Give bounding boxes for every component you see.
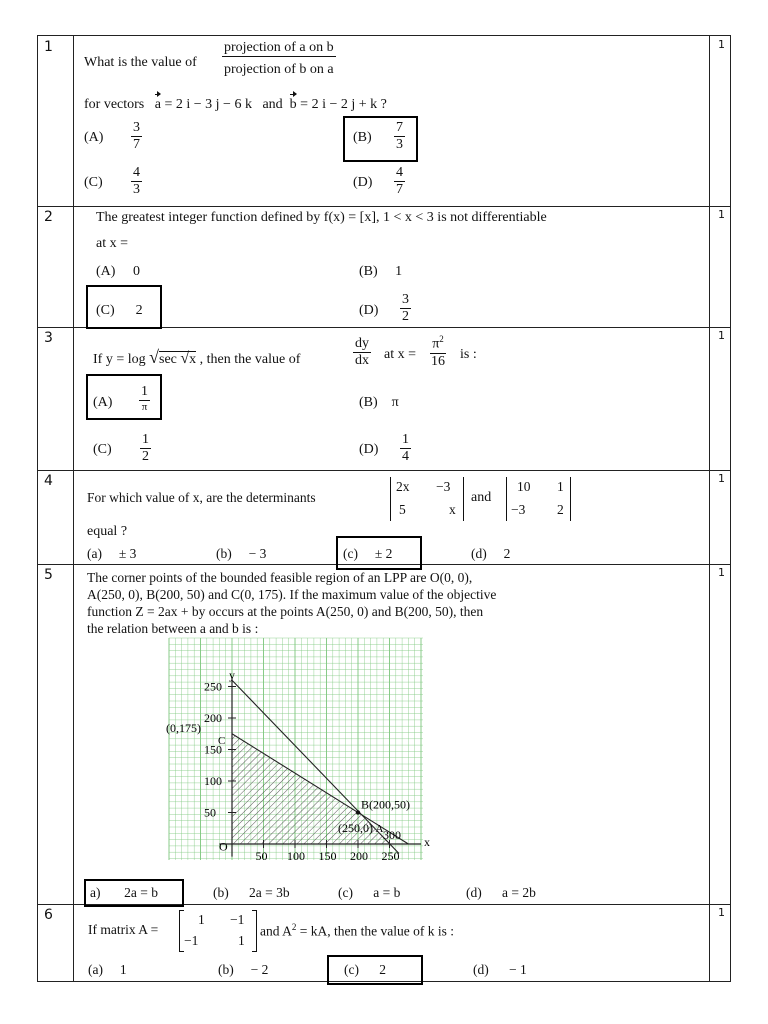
point-a-coord: (250,0) <box>338 821 373 835</box>
label: (b) <box>216 546 232 561</box>
question-line-3: function Z = 2ax + by occurs at the points A(250, 0) and B(200, 50), then <box>87 604 484 619</box>
det1-cell: 2x <box>396 479 410 494</box>
option-a[interactable] <box>87 546 136 562</box>
point-b-label: B(200,50) <box>361 797 410 812</box>
label: (c) <box>344 962 359 977</box>
x-tick-label: 250 <box>381 849 400 863</box>
pi-fraction <box>429 334 447 370</box>
num: 1 <box>140 432 151 449</box>
sqrt-x: x <box>189 352 197 367</box>
den: 3 <box>396 137 403 153</box>
num: 4 <box>394 165 405 182</box>
question-prompt: The greatest integer function defined by f(x) = [x], 1 < x < 3 is not differentiable <box>96 210 547 225</box>
value: π <box>391 395 399 410</box>
option-b[interactable]: (B) <box>353 130 372 145</box>
column-divider-left <box>73 36 74 981</box>
determinant-2 <box>506 477 571 521</box>
num: 1 <box>400 432 411 449</box>
option-c[interactable] <box>343 546 392 562</box>
matrix-cell: 1 <box>238 933 245 948</box>
vector-b-expression: = 2 i − 2 j + k ? <box>300 97 387 112</box>
y-tick-label: 50 <box>204 805 216 820</box>
option-d[interactable] <box>473 962 527 978</box>
vector-a-expression: = 2 i − 3 j − 6 k <box>164 97 252 112</box>
label: (d) <box>473 962 489 977</box>
y-tick-label: 250 <box>204 679 222 694</box>
question-prompt-cont: equal ? <box>87 524 128 539</box>
den: 3 <box>133 182 140 198</box>
prompt-start: If y = log <box>93 352 146 367</box>
and-a: and A <box>260 923 292 939</box>
option-d-value <box>400 292 411 325</box>
dy: dy <box>353 336 371 353</box>
matrix-cell: −1 <box>230 912 245 927</box>
value: 1 <box>395 264 403 279</box>
value: − 3 <box>248 546 267 561</box>
det2-cell: −3 <box>511 502 526 517</box>
question-line-2: A(250, 0), B(200, 50) and C(0, 175). If the maximum value of the objective <box>87 587 497 602</box>
option-b[interactable] <box>218 962 268 978</box>
and-word: and <box>471 490 492 505</box>
option-d-value <box>400 432 411 465</box>
x-tick-label: 150 <box>318 849 337 863</box>
label: (C) <box>96 303 115 318</box>
question-number: 4 <box>44 473 53 489</box>
label: (b) <box>213 885 229 900</box>
point-b <box>356 810 360 814</box>
num: 7 <box>394 120 405 137</box>
label: (A) <box>96 264 116 279</box>
superscript: 2 <box>291 922 297 932</box>
question-number: 1 <box>44 39 53 55</box>
matrix-a <box>179 910 257 952</box>
vector-a: a <box>154 97 161 112</box>
value: 1 <box>119 962 127 977</box>
value: 2 <box>135 303 143 318</box>
matrix-cell: −1 <box>184 933 199 948</box>
option-d[interactable]: (D) <box>359 442 379 457</box>
option-a[interactable] <box>90 885 158 901</box>
sixteen: 16 <box>431 353 445 369</box>
x-tick-label: 100 <box>287 849 305 863</box>
sec-text: sec <box>159 352 177 367</box>
prompt-mid: , then the value of <box>199 352 301 367</box>
vectors-line <box>84 97 387 113</box>
question-prompt <box>93 347 300 368</box>
num: 3 <box>131 120 142 137</box>
prompt-rest: = kA, then the value of k is : <box>296 923 454 939</box>
denominator-text: projection of b on a <box>224 62 334 78</box>
and-word: and <box>262 97 283 112</box>
den: 7 <box>133 137 140 153</box>
at-x: at x = <box>384 347 416 362</box>
x-tick-label: 200 <box>350 849 368 863</box>
x-axis-label: x <box>424 834 430 849</box>
question-table <box>37 35 731 982</box>
question-marks: 1 <box>718 566 725 579</box>
is-text: is : <box>460 347 477 362</box>
value: ± 3 <box>118 546 137 561</box>
option-a[interactable] <box>88 962 127 978</box>
value: a = 2b <box>502 885 536 900</box>
option-d[interactable] <box>471 546 510 562</box>
question-marks: 1 <box>718 38 725 51</box>
question-prompt: If matrix A = <box>88 922 159 937</box>
option-a-value <box>139 384 150 414</box>
origin-label: O <box>219 839 228 854</box>
option-c[interactable]: (C) <box>84 175 103 190</box>
pi-squared: $\pi^2$ <box>430 334 446 354</box>
option-c[interactable]: (C) <box>93 442 112 457</box>
label: (a) <box>88 962 103 977</box>
value: ± 2 <box>374 546 393 561</box>
vector-b: b <box>289 97 297 112</box>
label: a) <box>90 885 101 900</box>
label: (B) <box>359 395 378 410</box>
det1-cell: x <box>449 502 456 517</box>
lpp-graph <box>165 636 485 866</box>
y-tick-label: 100 <box>204 774 222 788</box>
value: − 1 <box>509 962 527 977</box>
option-c-value <box>131 165 142 198</box>
x-tick-300: 300 <box>383 828 401 842</box>
point-c-letter: C <box>218 734 226 747</box>
det2-cell: 10 <box>517 479 531 494</box>
option-b[interactable] <box>359 264 402 280</box>
option-d-value <box>394 165 405 198</box>
sqrt-body: sec √x <box>159 350 197 367</box>
pi: π <box>432 336 440 352</box>
column-divider-right <box>709 36 710 981</box>
dx: dx <box>355 353 369 369</box>
option-c[interactable] <box>338 885 400 901</box>
determinant-1 <box>390 477 464 521</box>
projection-fraction <box>222 40 336 78</box>
value: 0 <box>132 264 140 279</box>
question-prompt-cont <box>260 922 454 940</box>
label: (d) <box>471 546 487 561</box>
fraction-numerator <box>222 40 336 57</box>
question-marks: 1 <box>718 208 725 221</box>
question-number: 2 <box>44 209 53 225</box>
option-c-value <box>140 432 151 465</box>
fraction-denominator <box>222 62 336 78</box>
sqrt-sign: √ <box>149 347 159 367</box>
numerator-text: projection of a on b <box>224 40 334 55</box>
option-a[interactable]: (A) <box>84 130 104 145</box>
option-d[interactable]: (D) <box>353 175 373 190</box>
value: 2 <box>379 962 386 977</box>
y-tick-label: 150 <box>204 742 222 757</box>
value: 2 <box>503 546 511 561</box>
derivative-fraction <box>353 336 371 369</box>
question-number: 6 <box>44 907 53 923</box>
den: 7 <box>396 182 403 198</box>
den: 2 <box>142 449 149 465</box>
label: (B) <box>359 264 378 279</box>
option-d[interactable]: (D) <box>359 303 379 318</box>
x-tick-label: 50 <box>255 849 268 863</box>
question-prompt: What is the value of <box>84 55 197 70</box>
y-ticks <box>204 680 236 820</box>
option-b[interactable] <box>213 885 290 901</box>
value: − 2 <box>250 962 269 977</box>
question-line-1: The corner points of the bounded feasible region of an LPP are O(0, 0), <box>87 570 473 585</box>
label: (b) <box>218 962 234 977</box>
question-line-4: the relation between a and b is : <box>87 621 259 636</box>
det2-cell: 2 <box>557 502 564 517</box>
point-c-coord: (0,175) <box>166 720 201 735</box>
option-b-value <box>394 120 405 153</box>
label: (c) <box>343 546 358 561</box>
den: 2 <box>402 309 409 325</box>
option-c[interactable] <box>344 962 386 978</box>
label: (d) <box>466 885 482 900</box>
question-prompt: For which value of x, are the determinants <box>87 490 316 505</box>
question-number: 3 <box>44 330 53 346</box>
option-a-value <box>131 120 142 153</box>
den: 4 <box>402 449 409 465</box>
y-axis-label: y <box>229 667 235 682</box>
num: 1 <box>139 384 150 401</box>
option-b[interactable] <box>216 546 266 562</box>
vectors-prefix: for vectors <box>84 97 145 112</box>
num: 4 <box>131 165 142 182</box>
det1-cell: 5 <box>399 502 406 517</box>
det1-cell: −3 <box>436 479 451 494</box>
label: (a) <box>87 546 102 561</box>
matrix-cell: 1 <box>198 912 205 927</box>
det2-cell: 1 <box>557 479 564 494</box>
option-c[interactable] <box>96 303 143 319</box>
option-b[interactable] <box>359 395 399 411</box>
value: 2a = 3b <box>249 885 290 900</box>
question-marks: 1 <box>718 906 725 919</box>
question-marks: 1 <box>718 329 725 342</box>
point-a-letter: A <box>375 823 384 835</box>
label: (c) <box>338 885 353 900</box>
num: 3 <box>400 292 411 309</box>
question-marks: 1 <box>718 472 725 485</box>
question-prompt-cont: at x = <box>96 236 128 251</box>
option-a[interactable]: (A) <box>93 395 113 410</box>
row-divider <box>38 206 730 207</box>
option-d[interactable] <box>466 885 536 901</box>
question-number: 5 <box>44 567 53 583</box>
value: 2a = b <box>124 885 158 900</box>
value: a = b <box>373 885 401 900</box>
row-divider <box>38 470 730 471</box>
option-a[interactable] <box>96 264 140 280</box>
y-tick-label: 200 <box>204 711 222 725</box>
den: π <box>141 401 148 414</box>
